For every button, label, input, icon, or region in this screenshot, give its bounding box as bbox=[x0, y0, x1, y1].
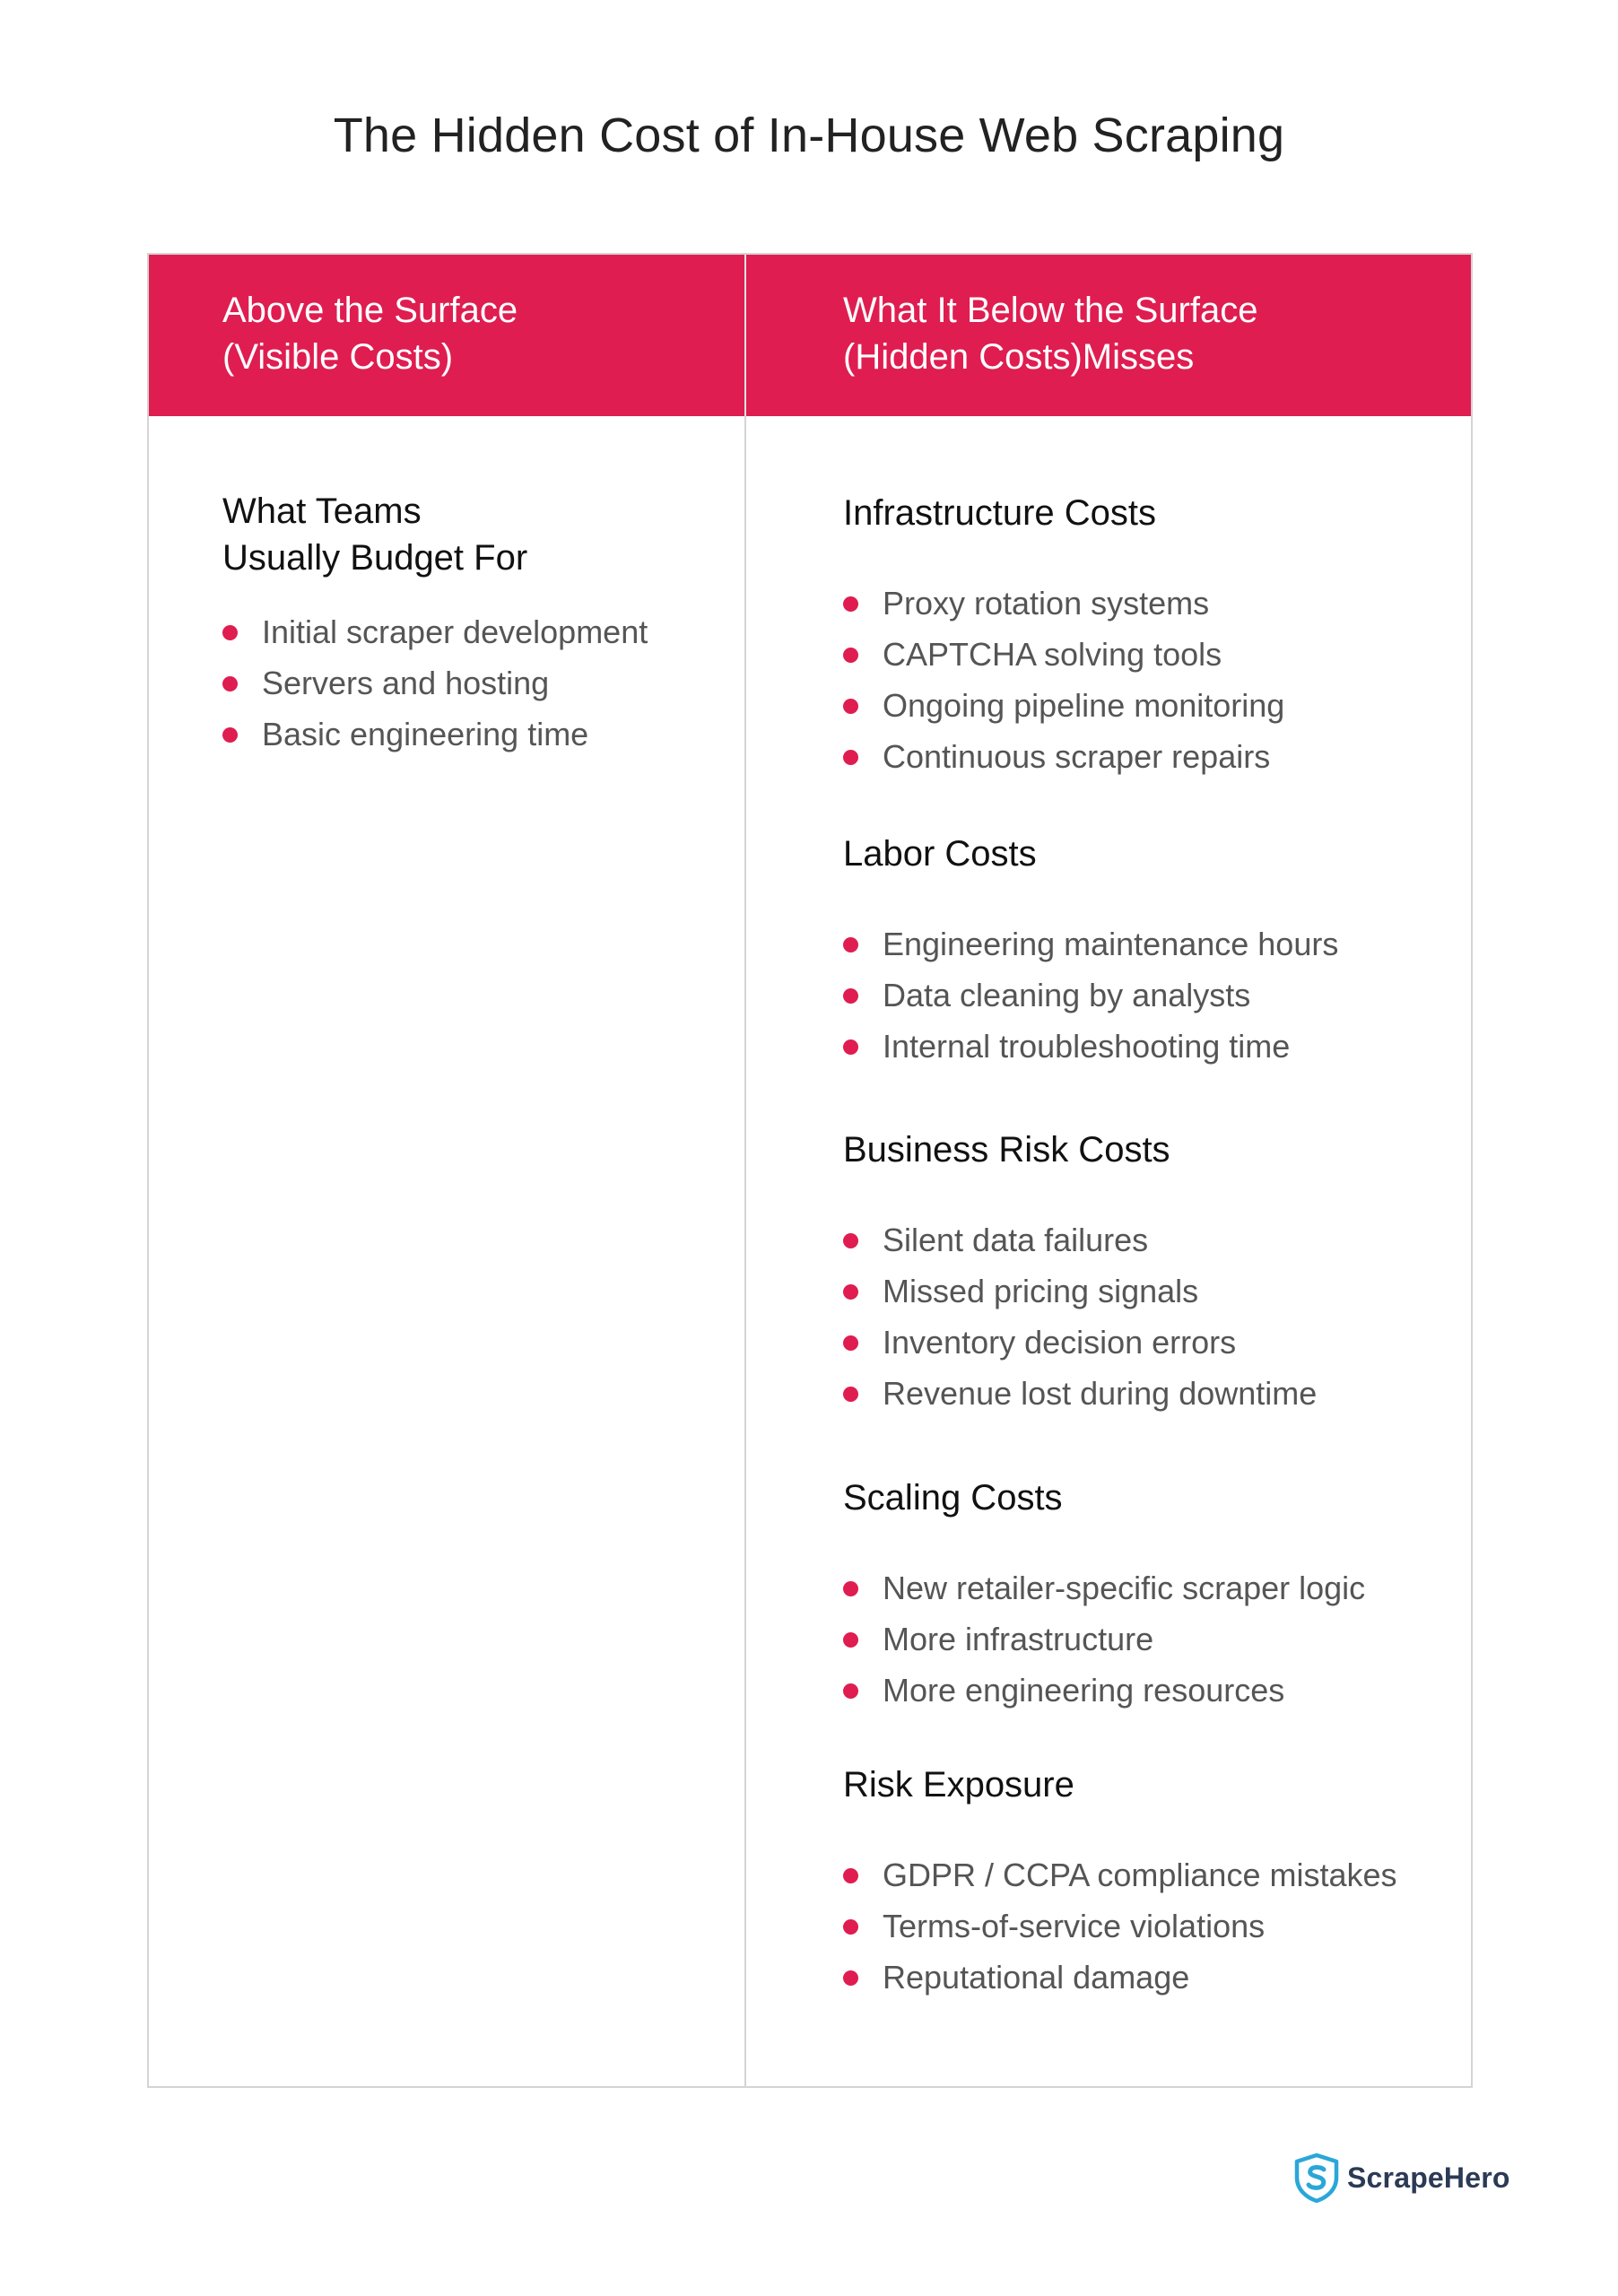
section-title-line: What Teams bbox=[222, 491, 422, 531]
bullet-list bbox=[843, 578, 1284, 782]
header-hidden-costs bbox=[843, 287, 1257, 380]
bullet-dot-icon bbox=[843, 596, 858, 612]
list-item bbox=[843, 731, 1284, 782]
list-item-text: Reputational damage bbox=[883, 1959, 1190, 1996]
section-title-line: Usually Budget For bbox=[222, 538, 528, 578]
header-divider bbox=[744, 255, 746, 416]
list-item-text: Internal troubleshooting time bbox=[883, 1028, 1291, 1065]
list-item bbox=[843, 1368, 1317, 1419]
list-item bbox=[843, 970, 1338, 1021]
list-item-text: Terms-of-service violations bbox=[883, 1908, 1266, 1944]
cost-comparison-table bbox=[147, 253, 1473, 2088]
list-item-text: Silent data failures bbox=[883, 1222, 1149, 1258]
list-item-text: Revenue lost during downtime bbox=[883, 1375, 1318, 1412]
list-item-text: GDPR / CCPA compliance mistakes bbox=[883, 1857, 1397, 1893]
list-item bbox=[843, 578, 1284, 629]
bullet-list bbox=[843, 1214, 1317, 1419]
section-title bbox=[843, 831, 1037, 877]
list-item bbox=[222, 657, 648, 709]
list-item bbox=[843, 1952, 1397, 2003]
section-title-line: Scaling Costs bbox=[843, 1478, 1063, 1518]
bullet-dot-icon bbox=[843, 1970, 858, 1986]
list-item-text: Initial scraper development bbox=[262, 613, 648, 650]
list-item bbox=[843, 1265, 1317, 1317]
section-title-line: Risk Exposure bbox=[843, 1765, 1074, 1805]
list-item bbox=[843, 1613, 1365, 1665]
shield-s-icon bbox=[1293, 2152, 1340, 2203]
list-item-text: Basic engineering time bbox=[262, 716, 589, 752]
bullet-dot-icon bbox=[843, 1683, 858, 1699]
list-item bbox=[843, 629, 1284, 680]
bullet-list bbox=[843, 1562, 1365, 1716]
header-left-line-1: Above the Surface bbox=[222, 291, 518, 330]
section-title bbox=[843, 490, 1156, 536]
bullet-dot-icon bbox=[843, 1387, 858, 1402]
page-title: The Hidden Cost of In-House Web Scraping bbox=[333, 109, 1285, 162]
section-title-line: Infrastructure Costs bbox=[843, 493, 1157, 533]
bullet-dot-icon bbox=[843, 1284, 858, 1300]
bullet-list bbox=[843, 918, 1338, 1072]
list-item-text: Data cleaning by analysts bbox=[883, 977, 1251, 1013]
bullet-dot-icon bbox=[843, 1868, 858, 1883]
bullet-dot-icon bbox=[843, 988, 858, 1004]
bullet-dot-icon bbox=[843, 750, 858, 765]
section-title bbox=[843, 1474, 1063, 1521]
list-item-text: More engineering resources bbox=[883, 1672, 1285, 1709]
section-title bbox=[222, 488, 527, 581]
header-visible-costs bbox=[222, 287, 518, 380]
bullet-dot-icon bbox=[843, 1335, 858, 1351]
bullet-dot-icon bbox=[843, 1039, 858, 1055]
list-item bbox=[843, 1665, 1365, 1716]
bullet-dot-icon bbox=[843, 1233, 858, 1248]
list-item-text: Inventory decision errors bbox=[883, 1324, 1237, 1361]
bullet-dot-icon bbox=[843, 648, 858, 663]
header-left-line-2: (Visible Costs) bbox=[222, 337, 454, 377]
list-item-text: Missed pricing signals bbox=[883, 1273, 1199, 1309]
bullet-list bbox=[222, 606, 648, 760]
bullet-dot-icon bbox=[843, 1581, 858, 1596]
column-divider bbox=[744, 255, 746, 2086]
bullet-list bbox=[843, 1849, 1397, 2003]
bullet-dot-icon bbox=[843, 1919, 858, 1935]
list-item bbox=[843, 1562, 1365, 1613]
list-item bbox=[843, 1900, 1397, 1952]
list-item-text: CAPTCHA solving tools bbox=[883, 636, 1222, 673]
list-item-text: Ongoing pipeline monitoring bbox=[883, 687, 1285, 724]
list-item-text: Continuous scraper repairs bbox=[883, 738, 1271, 775]
list-item bbox=[222, 709, 648, 760]
section-title-line: Labor Costs bbox=[843, 834, 1037, 874]
header-right-line-1: What It Below the Surface bbox=[843, 291, 1258, 330]
list-item bbox=[843, 1214, 1317, 1265]
scrapehero-logo bbox=[1293, 2151, 1510, 2205]
bullet-dot-icon bbox=[222, 727, 238, 743]
list-item-text: New retailer-specific scraper logic bbox=[883, 1570, 1366, 1606]
bullet-dot-icon bbox=[222, 676, 238, 691]
list-item-text: Engineering maintenance hours bbox=[883, 926, 1339, 962]
list-item bbox=[843, 1849, 1397, 1900]
bullet-dot-icon bbox=[843, 699, 858, 714]
list-item bbox=[843, 1317, 1317, 1368]
section-title-line: Business Risk Costs bbox=[843, 1130, 1170, 1170]
list-item-text: Servers and hosting bbox=[262, 665, 550, 701]
header-right-line-2: (Hidden Costs)Misses bbox=[843, 337, 1195, 377]
bullet-dot-icon bbox=[843, 1632, 858, 1648]
logo-text: ScrapeHero bbox=[1347, 2161, 1510, 2194]
list-item bbox=[222, 606, 648, 657]
list-item bbox=[843, 1021, 1338, 1072]
list-item bbox=[843, 680, 1284, 731]
bullet-dot-icon bbox=[843, 937, 858, 952]
list-item-text: More infrastructure bbox=[883, 1621, 1154, 1657]
section-title bbox=[843, 1761, 1074, 1808]
list-item bbox=[843, 918, 1338, 970]
bullet-dot-icon bbox=[222, 625, 238, 640]
list-item-text: Proxy rotation systems bbox=[883, 585, 1210, 622]
section-title bbox=[843, 1126, 1170, 1173]
